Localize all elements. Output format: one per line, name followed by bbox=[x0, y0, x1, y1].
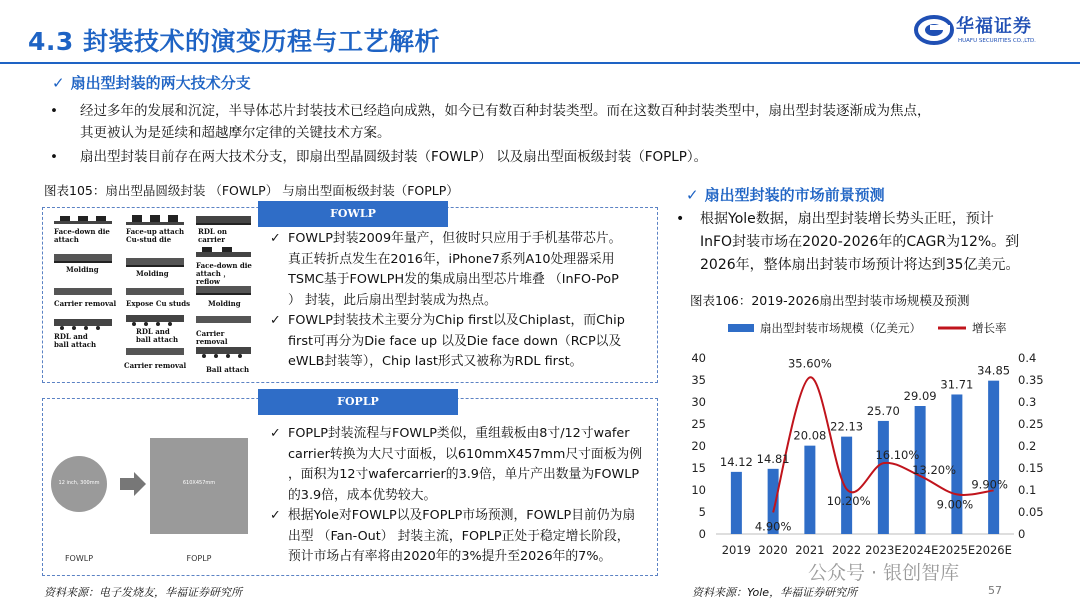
panel-size-label: 610X457mm bbox=[182, 480, 216, 486]
step-label: Face-down die attach ，reflow bbox=[196, 261, 252, 286]
foplp-point-cont: 预计市场占有率将由2020年的3%提升至2026年的7%。 bbox=[288, 549, 612, 564]
step-label: Molding bbox=[66, 265, 99, 274]
bar-value-label: 14.81 bbox=[756, 451, 790, 466]
intro-bullet-2: • 扇出型封装目前存在两大技术分支，即扇出型晶圆级封装（FOWLP） 以及扇出型面板级封装（FOPLP）。 bbox=[50, 149, 708, 165]
y-right-tick-label: 0.05 bbox=[1018, 505, 1044, 519]
foplp-description bbox=[270, 424, 652, 568]
bar bbox=[731, 472, 742, 534]
x-tick-label: 2024E bbox=[901, 543, 939, 557]
foplp-point: ✓ FOPLP封装流程与FOWLP类似，重组载板由8寸/12寸wafer bbox=[270, 424, 652, 445]
step-label: RDL and ball attach bbox=[54, 332, 97, 349]
process-strip-icon bbox=[54, 286, 112, 296]
market-heading: ✓ 扇出型封装的市场前景预测 bbox=[686, 186, 885, 204]
foplp-point-cont: carrier转换为大尺寸面板，以610mmX457mm尺寸面板为例 bbox=[288, 446, 643, 462]
figure-106-source: 资料来源：Yole，华福证券研究所 bbox=[692, 586, 858, 599]
watermark-text: 公众号 · 银创智库 bbox=[808, 562, 960, 584]
foplp-point: ✓ 根据Yole对FOWLP以及FOPLP市场预测，FOWLP目前仍为扇 bbox=[270, 506, 652, 527]
square-panel-icon bbox=[150, 438, 248, 534]
step-label: Carrier removal bbox=[124, 361, 187, 370]
x-tick-label: 2021 bbox=[795, 543, 825, 557]
wafer-vs-panel-diagram bbox=[50, 432, 260, 552]
fowlp-point-cont: eWLB封装等），Chip last形式又被称为RDL first。 bbox=[288, 354, 583, 369]
bar-value-label: 29.09 bbox=[903, 389, 937, 404]
bar bbox=[804, 446, 815, 534]
page-number: 57 bbox=[988, 584, 1002, 597]
arrow-right-icon bbox=[120, 472, 146, 496]
figure-106-caption: 图表106：2019-2026扇出型封装市场规模及预测 bbox=[690, 293, 970, 308]
step-label: Face-down die attach bbox=[54, 227, 110, 244]
step-label: Molding bbox=[136, 269, 169, 278]
step-label: Expose Cu studs bbox=[126, 299, 191, 308]
foplp-point-cont: 的3.9倍，成本优势较大。 bbox=[288, 487, 437, 503]
legend-bar-label: 扇出型封装市场规模（亿美元） bbox=[760, 321, 921, 335]
foplp-point-cont: 出型 （Fan-Out） 封装主流，FOPLP正处于稳定增长阶段， bbox=[288, 528, 630, 544]
fowlp-description bbox=[270, 229, 652, 373]
step-label: Carrier removal bbox=[54, 299, 117, 308]
y-left-tick-label: 10 bbox=[691, 483, 706, 497]
intro-bullet-1: • 经过多年的发展和沉淀，半导体芯片封装技术已经趋向成熟，如今已有数百种封装类型。而在这数百种封装类型中，扇出型封装逐渐成为焦点， bbox=[50, 103, 931, 119]
step-label: RDL and ball attach bbox=[136, 327, 179, 344]
y-left-tick-label: 40 bbox=[691, 351, 706, 365]
step-label: Ball attach bbox=[206, 365, 250, 374]
y-left-tick-label: 15 bbox=[691, 461, 706, 475]
check-icon: ✓ bbox=[52, 74, 65, 92]
bar-value-label: 22.13 bbox=[830, 419, 864, 434]
page-title: 4.3 封装技术的演变历程与工艺解析 bbox=[28, 27, 440, 56]
step-label: Carrier removal bbox=[196, 329, 228, 346]
line-value-label: 35.60% bbox=[787, 356, 832, 371]
bar-value-label: 34.85 bbox=[977, 363, 1011, 378]
bar bbox=[878, 421, 889, 534]
wafer-caption: FOWLP bbox=[64, 554, 94, 563]
line-value-label: 9.00% bbox=[936, 497, 974, 512]
huafu-logo-icon bbox=[914, 13, 954, 47]
y-right-tick-label: 0.3 bbox=[1018, 395, 1037, 409]
fowlp-label: FOWLP bbox=[258, 201, 448, 227]
y-left-tick-label: 5 bbox=[698, 505, 706, 519]
logo-text: 华福证券 bbox=[956, 16, 1032, 37]
y-left-tick-label: 35 bbox=[691, 373, 706, 387]
fowlp-process-diagram bbox=[50, 210, 255, 378]
foplp-label: FOPLP bbox=[258, 389, 458, 415]
process-strip-icon bbox=[126, 314, 184, 326]
y-right-tick-label: 0.25 bbox=[1018, 417, 1044, 431]
line-value-label: 16.10% bbox=[875, 448, 920, 463]
market-chart bbox=[676, 312, 1076, 568]
line-value-label: 10.20% bbox=[826, 494, 871, 509]
y-left-tick-label: 30 bbox=[691, 395, 706, 409]
panel-caption: FOPLP bbox=[186, 554, 212, 563]
logo-english: HUAFU SECURITIES CO.,LTD. bbox=[958, 38, 1036, 44]
line-value-label: 4.90% bbox=[754, 519, 792, 534]
x-tick-label: 2026E bbox=[975, 543, 1012, 557]
check-icon: ✓ bbox=[270, 231, 281, 246]
process-strip-icon bbox=[54, 252, 112, 264]
process-strip-icon bbox=[126, 214, 184, 226]
fowlp-point-cont: first可再分为Die face up 以及Die face down（RCP以及 bbox=[288, 333, 622, 349]
fowlp-point-cont: TSMC基于FOWLPH发的集成扇出型芯片堆叠 （InFO-PoP bbox=[288, 272, 619, 287]
y-right-tick-label: 0 bbox=[1018, 527, 1026, 541]
x-tick-label: 2022 bbox=[831, 543, 862, 557]
fowlp-point-cont: 真正转折点发生在2016年，iPhone7系列A10处理器采用 bbox=[288, 251, 615, 267]
process-strip-icon bbox=[196, 284, 251, 296]
check-icon: ✓ bbox=[270, 313, 281, 328]
process-strip-icon bbox=[54, 318, 112, 330]
check-icon: ✓ bbox=[686, 186, 699, 204]
figure-105-source: 资料来源：电子发烧友，华福证券研究所 bbox=[44, 586, 242, 599]
y-right-tick-label: 0.2 bbox=[1018, 439, 1037, 453]
y-left-tick-label: 0 bbox=[698, 527, 706, 541]
section-heading: ✓ 扇出型封装的两大技术分支 bbox=[52, 74, 251, 92]
check-icon: ✓ bbox=[270, 508, 281, 523]
y-right-tick-label: 0.35 bbox=[1018, 373, 1044, 387]
check-icon: ✓ bbox=[270, 426, 281, 441]
process-strip-icon bbox=[196, 346, 251, 358]
legend-line-label: 增长率 bbox=[972, 321, 1007, 335]
y-left-tick-label: 20 bbox=[691, 439, 706, 453]
figure-105-caption: 图表105：扇出型晶圆级封装 （FOWLP） 与扇出型面板级封装（FOPLP） bbox=[44, 183, 459, 198]
bar-value-label: 14.12 bbox=[719, 454, 753, 469]
step-label: Molding bbox=[208, 299, 241, 308]
title-divider bbox=[0, 62, 1080, 64]
y-right-tick-label: 0.4 bbox=[1018, 351, 1037, 365]
process-strip-icon bbox=[196, 314, 251, 324]
line-value-label: 9.90% bbox=[971, 477, 1008, 492]
fowlp-point-cont: ） 封装，此后扇出型封装成为热点。 bbox=[288, 292, 497, 308]
y-left-tick-label: 25 bbox=[691, 417, 706, 431]
process-strip-icon bbox=[196, 246, 251, 258]
bar-value-label: 25.70 bbox=[866, 403, 900, 418]
x-tick-label: 2020 bbox=[758, 543, 788, 557]
bar-value-label: 31.71 bbox=[940, 377, 974, 392]
legend-bar-swatch bbox=[728, 324, 754, 332]
x-tick-label: 2023E bbox=[865, 543, 902, 557]
process-strip-icon bbox=[126, 346, 184, 356]
wafer-size-label: 12 inch, 300mm bbox=[58, 480, 100, 486]
step-label: RDL on carrier bbox=[198, 227, 228, 244]
bar bbox=[988, 381, 999, 534]
step-label: Face-up attach Cu-stud die bbox=[126, 227, 185, 244]
x-tick-label: 2025E bbox=[938, 543, 976, 557]
fowlp-point: ✓ FOWLP封装技术主要分为Chip first以及Chiplast，而Chip bbox=[270, 311, 652, 332]
intro-bullet-1-cont: 其更被认为是延续和超越摩尔定律的关键技术方案。 bbox=[80, 125, 391, 141]
y-right-tick-label: 0.1 bbox=[1018, 483, 1037, 497]
foplp-point-cont: ，面积为12寸wafercarrier的3.9倍，单片产出数量为FOWLP bbox=[288, 467, 640, 482]
process-strip-icon bbox=[126, 256, 184, 268]
bar bbox=[841, 437, 852, 534]
line-value-label: 13.20% bbox=[912, 462, 957, 477]
y-right-tick-label: 0.15 bbox=[1018, 461, 1044, 475]
x-tick-label: 2019 bbox=[721, 543, 752, 557]
process-strip-icon bbox=[196, 214, 251, 226]
process-strip-icon bbox=[54, 214, 112, 226]
fowlp-point: ✓ FOWLP封装2009年量产，但彼时只应用于手机基带芯片。 bbox=[270, 229, 652, 250]
process-strip-icon bbox=[126, 286, 184, 296]
bar-value-label: 20.08 bbox=[793, 428, 827, 443]
